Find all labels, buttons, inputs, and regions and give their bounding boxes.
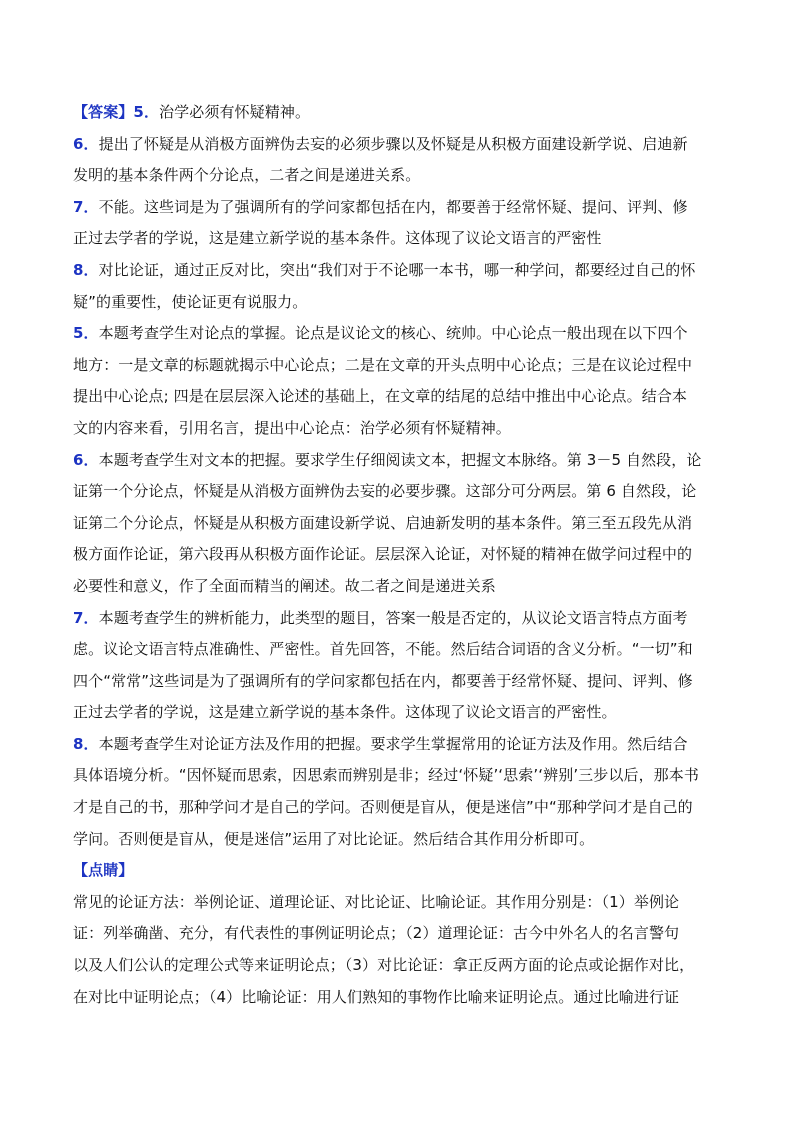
analysis-a8-line-3: 才是自己的书，那种学问才是自己的学问。否则便是盲从，便是迷信”中“那种学问才是自己的: [73, 798, 693, 817]
answer-q5-text: 治学必须有怀疑精神。: [159, 103, 311, 121]
answer-q8-text-1: 对比论证，通过正反对比，突出“我们对于不论哪一本书，哪一种学问，都要经过自己的怀: [98, 260, 696, 279]
answer-q8-line-2: 疑”的重要性，使论证更有说服力。: [73, 292, 308, 311]
answer-q6-line-1: [73, 129, 723, 161]
analysis-a5-line-4: 文的内容来看，引用名言，提出中心论点：治学必须有怀疑精神。: [73, 418, 511, 437]
points-line-2: 证：列举确凿、充分，有代表性的事例证明论点；（2）道理论证：古今中外名人的名言警句: [73, 924, 680, 943]
analysis-a5-text-1: 本题考查学生对论点的掌握。论点是议论文的核心、统帅。中心论点一般出现在以下四个: [98, 324, 688, 343]
answer-q7-number: 7．: [73, 197, 99, 216]
analysis-a5-line-2: 地方：一是文章的标题就揭示中心论点；二是在文章的开头点明中心论点；三是在议论过程中: [73, 355, 693, 374]
analysis-a6-line-1: [73, 445, 723, 477]
analysis-a8-text-1: 本题考查学生对论证方法及作用的把握。要求学生掌握常用的论证方法及作用。然后结合: [98, 734, 688, 753]
analysis-a7-line-2: 虑。议论文语言特点准确性、严密性。首先回答，不能。然后结合词语的含义分析。“一切”和: [73, 640, 693, 659]
answer-q5: [73, 97, 723, 129]
analysis-a7-line-1: [73, 603, 723, 635]
analysis-a5-line-1: [73, 318, 723, 350]
document-page: [73, 97, 723, 1013]
answer-label: 【答案】: [73, 103, 134, 121]
analysis-a7-number: 7．: [73, 608, 99, 627]
answer-q5-number: 5．: [133, 103, 160, 121]
analysis-a8-line-1: [73, 729, 723, 761]
answer-q6-text-1: 提出了怀疑是从消极方面辨伪去妄的必须步骤以及怀疑是从积极方面建设新学说、启迪新: [98, 134, 688, 153]
analysis-a5-line-3: 提出中心论点; 四是在层层深入论述的基础上，在文章的结尾的总结中推出中心论点。结合本: [73, 387, 688, 406]
analysis-a6-line-5: 必要性和意义，作了全面而精当的阐述。故二者之间是递进关系: [73, 576, 496, 595]
analysis-a6-line-4: 极方面作论证，第六段再从积极方面作论证。层层深入论证，对怀疑的精神在做学问过程中的: [73, 545, 693, 564]
answer-q6-line-2: 发明的基本条件两个分论点，二者之间是递进关系。: [73, 166, 421, 185]
analysis-a6-text-1: 本题考查学生对文本的把握。要求学生仔细阅读文本，把握文本脉络。第 3－5 自然段，论: [98, 450, 702, 469]
analysis-a6-line-2: 证第一个分论点，怀疑是从消极方面辨伪去妄的必要步骤。这部分可分两层。第 6 自然段，论: [73, 482, 697, 501]
answer-q7-text-1: 不能。这些词是为了强调所有的学问家都包括在内，都要善于经常怀疑、提问、评判、修: [98, 197, 688, 216]
analysis-a8-number: 8．: [73, 734, 99, 753]
points-label: 【点睛】: [73, 861, 134, 880]
analysis-a8-line-4: 学问。否则便是盲从，便是迷信”运用了对比论证。然后结合其作用分析即可。: [73, 829, 595, 848]
answer-q7-line-2: 正过去学者的学说，这是建立新学说的基本条件。这体现了议论文语言的严密性: [73, 229, 602, 248]
analysis-a7-line-4: 正过去学者的学说，这是建立新学说的基本条件。这体现了议论文语言的严密性。: [73, 703, 617, 722]
analysis-a6-line-3: 证第二个分论点，怀疑是从积极方面建设新学说、启迪新发明的基本条件。第三至五段先从消: [73, 513, 693, 532]
analysis-a8-line-2: 具体语境分析。“因怀疑而思索，因思索而辨别是非；经过‘怀疑’‘思索’‘辨别’三步以后，那本书: [73, 766, 699, 785]
analysis-a6-number: 6．: [73, 450, 99, 469]
analysis-a5-number: 5．: [73, 324, 99, 343]
analysis-a7-line-3: 四个“常常”这些词是为了强调所有的学问家都包括在内，都要善于经常怀疑、提问、评判、修: [73, 671, 693, 690]
answer-q6-number: 6．: [73, 134, 99, 153]
answer-q8-number: 8．: [73, 260, 99, 279]
analysis-a7-text-1: 本题考查学生的辨析能力，此类型的题目，答案一般是否定的，从议论文语言特点方面考: [98, 608, 688, 627]
answer-q8-line-1: [73, 255, 723, 287]
answer-q7-line-1: [73, 192, 723, 224]
points-line-4: 在对比中证明论点；（4）比喻论证：用人们熟知的事物作比喻来证明论点。通过比喻进行证: [73, 987, 680, 1006]
points-line-3: 以及人们公认的定理公式等来证明论点；（3）对比论证：拿正反两方面的论点或论据作对比，: [73, 956, 695, 975]
points-line-1: 常见的论证方法：举例论证、道理论证、对比论证、比喻论证。其作用分别是：（1）举例论: [73, 892, 680, 911]
